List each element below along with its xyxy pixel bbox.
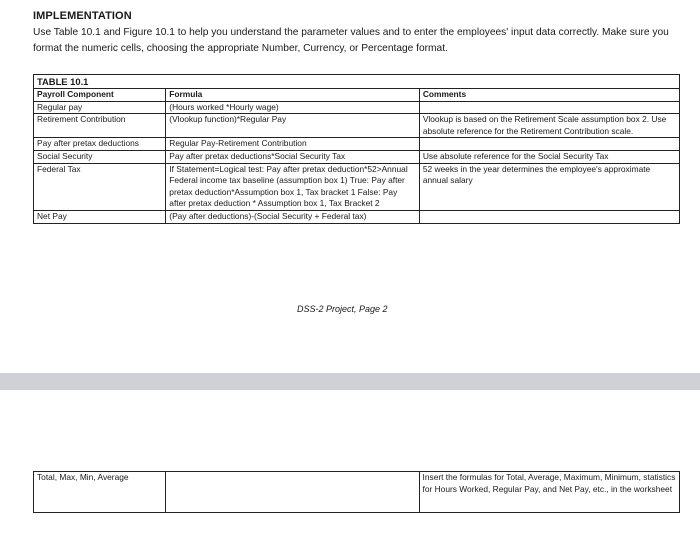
table-header-row — [34, 89, 680, 102]
row-component: Total, Max, Min, Average — [34, 472, 166, 513]
row-comments: Insert the formulas for Total, Average, Maximum, Minimum, statistics for Hours Worked, Regular Pay, and Net Pay, etc., in the worksheet — [419, 472, 679, 513]
table-row — [34, 101, 680, 114]
row-comments — [419, 210, 679, 223]
payroll-table — [33, 74, 680, 224]
section-heading: IMPLEMENTATION — [33, 10, 132, 22]
row-component: Net Pay — [34, 210, 166, 223]
row-formula: (Vlookup function)*Regular Pay — [166, 114, 420, 138]
summary-table — [33, 471, 680, 513]
row-formula: (Pay after deductions)-(Social Security + Federal tax) — [166, 210, 420, 223]
row-formula: (Hours worked *Hourly wage) — [166, 101, 420, 114]
row-component: Retirement Contribution — [34, 114, 166, 138]
table-title: TABLE 10.1 — [34, 75, 680, 89]
table-row — [34, 114, 680, 138]
row-component: Social Security — [34, 150, 166, 163]
table-row — [34, 150, 680, 163]
row-component: Federal Tax — [34, 163, 166, 210]
header-comments: Comments — [419, 89, 679, 102]
row-formula: Pay after pretax deductions*Social Security Tax — [166, 150, 420, 163]
row-component: Pay after pretax deductions — [34, 138, 166, 151]
row-formula: Regular Pay-Retirement Contribution — [166, 138, 420, 151]
row-formula — [166, 472, 419, 513]
row-component: Regular pay — [34, 101, 166, 114]
header-formula: Formula — [166, 89, 420, 102]
table-row — [34, 210, 680, 223]
row-comments: Vlookup is based on the Retirement Scale assumption box 2. Use absolute reference for the Retirement Contribution scale. — [419, 114, 679, 138]
table-row — [34, 472, 680, 513]
table-row — [34, 163, 680, 210]
row-formula: If Statement=Logical test: Pay after pretax deduction*52>Annual Federal income tax baseline (assumption box 1) True: Pay after pretax deduction*Assumption box 1, Tax bracket 1 False: Pay after pretax deduction * Assumption box 1, Tax Bracket 2 — [166, 163, 420, 210]
row-comments: Use absolute reference for the Social Security Tax — [419, 150, 679, 163]
table-title-row — [34, 75, 680, 89]
table-row — [34, 138, 680, 151]
row-comments — [419, 138, 679, 151]
intro-paragraph: Use Table 10.1 and Figure 10.1 to help you understand the parameter values and to enter the employees' input data correctly. Make sure you format the numeric cells, choosing the appropriate Number, Currency, or Percentage format. — [33, 27, 669, 54]
header-component: Payroll Component — [34, 89, 166, 102]
row-comments: 52 weeks in the year determines the employee's approximate annual salary — [419, 163, 679, 210]
row-comments — [419, 101, 679, 114]
page-label: DSS-2 Project, Page 2 — [297, 304, 388, 314]
page-break-divider — [0, 373, 700, 390]
